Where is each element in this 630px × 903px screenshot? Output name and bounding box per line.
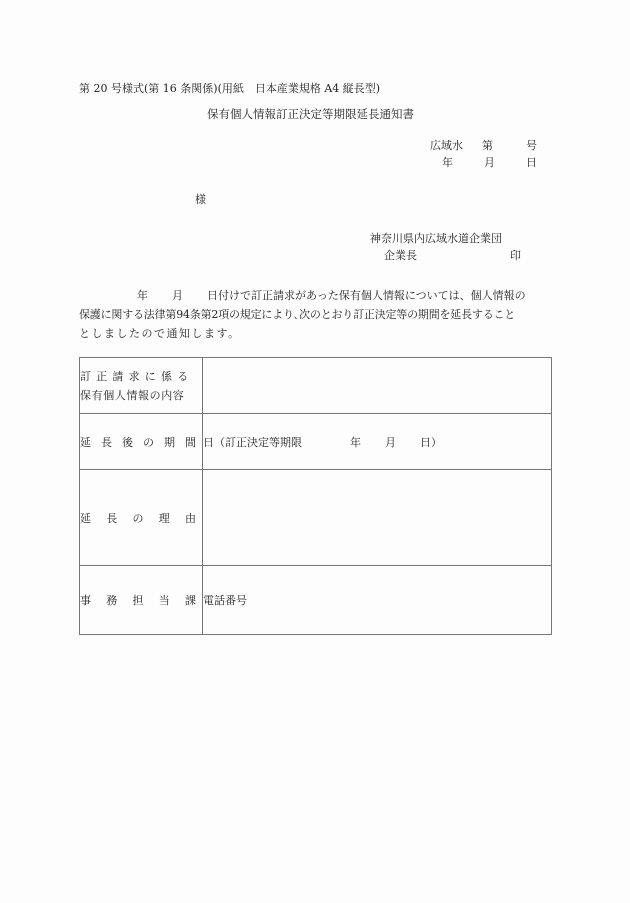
table-row-period [80, 414, 552, 470]
body-month: 月 [172, 289, 183, 302]
label-content [80, 358, 203, 414]
table-row-reason [80, 470, 552, 566]
label-char: 事 [80, 594, 91, 607]
form-number: 第 20 号様式(第 16 条関係)(用紙 日本産業規格 A4 縦長型) [79, 82, 381, 95]
date-year: 年 [442, 156, 453, 169]
label-content-line1: 訂正請求に係る [80, 369, 194, 383]
reference-go: 号 [526, 139, 537, 152]
value-reason[interactable] [203, 470, 552, 566]
addressee-honorific: 様 [195, 193, 206, 206]
period-day-end: 日） [420, 435, 442, 449]
notice-body [79, 286, 557, 343]
body-line-2: 保護に関する法律第94条第2項の規定により､次のとおり訂正決定等の期間を延長すること [79, 308, 516, 321]
reference-prefix: 広域水 [430, 139, 463, 152]
label-char: 務 [106, 594, 118, 607]
period-day-deadline: 日（訂正決定等期限 [203, 435, 302, 449]
label-char: 長 [101, 435, 112, 449]
label-char: の [132, 511, 144, 525]
date-month: 月 [484, 156, 495, 169]
value-content[interactable] [203, 358, 552, 414]
period-year: 年 [350, 435, 361, 449]
table-row-department [80, 566, 552, 635]
value-period[interactable] [203, 414, 552, 470]
document-title: 保有個人情報訂正決定等期限延長通知書 [207, 107, 414, 121]
sender-position: 企業長 [384, 249, 417, 262]
body-line-3: としましたので通知します。 [79, 327, 241, 340]
label-char: 由 [185, 511, 196, 525]
reference-dai: 第 [482, 139, 493, 152]
label-char: 期 [164, 435, 175, 449]
label-char: 間 [185, 435, 196, 449]
body-line-1 [79, 286, 557, 305]
label-char: 担 [132, 594, 144, 607]
label-char: 長 [106, 511, 118, 525]
table-row-content [80, 358, 552, 414]
label-char: 理 [158, 511, 170, 525]
label-content-line2: 保有個人情報の内容 [80, 388, 185, 402]
label-reason [80, 470, 203, 566]
reference-number [430, 139, 537, 152]
label-char: 課 [185, 594, 196, 607]
sender-organization: 神奈川県内広域水道企業団 [370, 232, 502, 245]
label-char: の [143, 435, 154, 449]
label-char: 当 [158, 594, 170, 607]
extension-details-table [79, 357, 552, 635]
value-department[interactable] [203, 566, 552, 635]
label-char: 後 [122, 435, 133, 449]
body-year: 年 [137, 289, 148, 302]
label-char: 延 [80, 511, 91, 525]
seal-mark: 印 [510, 249, 521, 262]
label-char: 延 [80, 435, 91, 449]
body-line1-text: 日付けで訂正請求があった保有個人情報については、個人情報の [207, 289, 526, 302]
phone-number-label: 電話番号 [203, 594, 247, 607]
period-month: 月 [385, 435, 396, 449]
issue-date [442, 156, 537, 169]
label-department [80, 566, 203, 635]
date-day: 日 [526, 156, 537, 169]
label-period [80, 414, 203, 470]
